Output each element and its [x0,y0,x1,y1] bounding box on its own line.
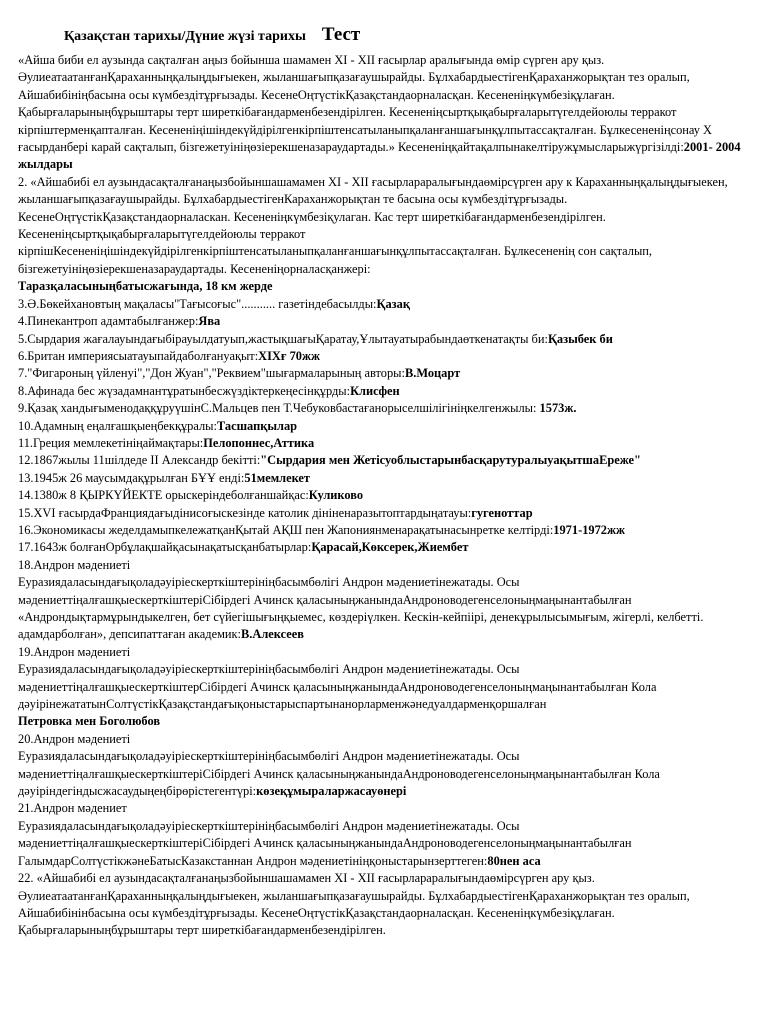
answer-text: XIXғ 70жж [258,348,320,363]
answer-text: көзеқұмыраларжасауөнері [256,784,407,799]
question-item [18,296,750,313]
question-item [18,644,750,731]
answer-text: Тасшапқылар [216,418,298,433]
question-item [18,52,750,174]
question-text: Еуразиядаласындағықоладәуіріескерткіштерініңбасымбөлігі Андрон мәдениетінежатады. Осы мәдениеттіңалғашқыескерткіштеріСібірдегі Ачинск қаласыныңжанындаАндроноводегенселоныңмаңынантабылған ГалымдарСолтүстікжәнеБатысКазакстаннан Андрон мәдениетініңқоныстарынзерттеген: [18,818,632,868]
answer-text: 1971-1972жж [553,522,625,537]
question-text: Еуразиядаласындағықоладәуіріескерткіштерініңбасымбөлігі Андрон мәдениетінежатады. Осы мәдениеттіңалғашқыескерткіштерСібірдегі Ачинск қаласыныңжанындаАндроноводегенселоныңмаңынантабылған Кола дәуірінежататынСолтүстікҚазақстандағықоныстарыспартынанорларменжәнедуалдарменқоршалған [18,662,657,712]
answer-text: Куликово [308,488,364,503]
question-text: 8.Афинада бес жүзадамнантұратынбесжүздіктеркеңесінқұрды: [18,383,351,398]
answer-text: Петровка мен Боголюбов [18,714,161,729]
question-item [18,539,750,556]
question-text: 3.Ә.Бөкейхановтың мақаласы"Тағысоғыс"........... газетіндебасылды: [18,296,377,311]
question-item [18,452,750,469]
answer-text: Таразқаласыныңбатысжағында, 18 км жерде [18,279,273,294]
question-text: 7."Фигароның үйленуі","Дон Жуан","Реквием"шығармаларының авторы: [18,366,405,381]
question-item [18,522,750,539]
document-header [64,24,750,46]
question-text: 9.Қазақ хандығыменодаққұруүшінС.Мальцев пен Т.Чебуковбастағанорыселшілігініңкелгенжылы: [18,401,540,416]
answer-text: 1573ж. [539,401,577,416]
question-item [18,731,750,801]
answer-text: "Сырдария мен ЖетісуоблыстарынбасқарутуралыуақытшаЕреже" [260,453,641,468]
answer-text: Қазыбек би [547,331,613,346]
question-item [18,418,750,435]
answer-text: 51мемлекет [244,470,311,485]
question-text: 21.Андрон мәдениет [18,801,127,816]
question-item [18,400,750,417]
answer-text: гугеноттар [471,505,533,520]
question-item [18,505,750,522]
answer-text: Қазақ [376,296,410,311]
question-text: 13.1945ж 26 маусымдақұрылған БҰҰ енді: [18,470,245,485]
question-item [18,348,750,365]
question-text: Еуразиядаласындағықоладәуіріескерткіштерініңбасымбөлігі Андрон мәдениетінежатады. Осы мәдениеттіңалғашқыескерткіштеріСібірдегі Ачинск қаласыныңжанындаАндроноводегенселоныңмаңынантабылған «Андрондықтармұрындыкелген, бет сүйегішығыңқыемес, көздеріүлкен. Кескін-кейпіірі, денекұрылысымығым, жігерлі, келбетті. адамдарболған», депсипаттаған академик: [18,575,704,642]
question-text: Еуразиядаласындағықоладәуіріескерткіштерініңбасымбөлігі Андрон мәдениетінежатады. Осы мәдениеттіңалғашқыескерткіштеріСібірдегі Ачинск қаласыныңжанындаАндроноводегенселоныңмаңынантабылған Кола дәуіріндегіндысжасаудыңеңбірөрістегентүрі: [18,749,660,799]
question-text: 4.Пинекантроп адамтабылғанжер: [18,314,199,329]
question-text: 10.Адамның еңалғашқыеңбекқұралы: [18,418,217,433]
answer-text: 2001- 2004 жылдары [18,140,741,172]
answer-text: Қарасай,Көксерек,Жиембет [311,540,469,555]
question-text: 18.Андрон мәдениеті [18,557,131,572]
answer-text: Клисфен [350,383,400,398]
question-text: 6.Британ империясыатауыпайдаболғануақыт: [18,348,259,363]
subject-heading: Қазақстан тарихы/Дүние жүзі тарихы [64,29,306,44]
answer-text: Пелопоннес,Аттика [203,435,315,450]
question-item [18,487,750,504]
question-item [18,331,750,348]
question-item [18,870,750,940]
question-text: 2. «Айшабибі ел аузындасақталғанаңызбойыншашамамен XI - XII ғасырлараралығындаөмірсүрген ару к Караханныңқалыңдығыекен, жыланшағыпқазағаушырайды. БұлхабардыестігенКараханжорықтан те басына осы күмбездітұрғызады. КесенеОңтүстікҚазақстандаорналаскан. Кесененіңкүмбезіқулаган. Кас терт ширеткібағандарменбезендірілген. Кесененіңсыртқықабырғаларытүгелдейоюлы терракот кірпішКесененіңішіндекүйдірілгенкірпіштенсатыланыпқаланғаншағынқұлпытассақталған. Бұлкесененің сон сақталып, бізгежетуініңөзіерекшеназараудартады. Кесененіңорналасқанжері: [18,174,728,276]
answer-text: В.Алексеев [241,627,304,642]
question-text: 14.1380ж 8 ҚЫРКҮЙЕКТЕ орыскеріндеболғаншайқас: [18,488,309,503]
question-text: 22. «Айшабибі ел аузындасақталғанаңызбойыншашамамен XI - XII ғасырлараралығындаөмірсүрген ару қыз. ӘулиеатаатанғанҚараханныңқалыңдығыекен, жыланшағыпқазағаушырайды. БұлхабардыестігенҚараханжорықтан тез оралып, Айшабибінінбасына осы күмбездітұрғызады. КесенеОңтүстікҚазақстандаорналасқан. Кесененіңкүмбезіқұлаған. Қабырғаларыныңбұрыштары терт ширеткібағандарменбезендірілген. [18,871,690,938]
question-text: «Айша биби ел аузында сақталған аңыз бойынша шамамен XI - XII ғасырлар аралығында өмір сүрген ару қыз. ӘулиеатаатанғанҚараханныңқалыңдығыекен, жыланшағыпқазағаушырайды. БұлхабардыестігенҚараханжорықтан тез оралып, Айшабибініңбасына осы күмбездітұрғызады. КесенеОңтүстікҚазақстандаорналасқан. Кесененіңкүмбезіқұлаған. Қабырғаларыныңбұрыштары терт ширеткібағандарменбезендірілген. Кесененіңсыртқықабырғаларытүгелдейоюлы терракот кірпіштерменқапталған. Кесененіңішіндекүйдірілгенкірпіштенсатыланыпқаланғаншағынқұлпытассақталған. Бұлкесененіңсонау X ғасырданбері карай сақталып, бізгежетуініңөзіерекшеназараудартады.» Кесененіңқайтақалпынакелтіружұмысларыжүргізілді: [18,53,713,155]
question-text: 19.Андрон мәдениеті [18,644,131,659]
question-text: 12.1867жылы 11шілдеде II Александр бекітті: [18,453,261,468]
question-item [18,557,750,644]
question-text: 20.Андрон мәдениеті [18,731,131,746]
answer-text: 80нен аса [487,853,541,868]
question-item [18,313,750,330]
question-text: 11.Греция мемлекетініңаймақтары: [18,435,204,450]
question-item [18,470,750,487]
question-list [18,52,750,940]
question-text: 16.Экономикасы жеделдамыпкележатқанҚытай АҚШ пен Жапониянменарақатынасынретке келтірді: [18,522,554,537]
test-title: Тест [321,24,361,45]
question-item [18,800,750,870]
question-item [18,383,750,400]
question-item [18,435,750,452]
question-text: 15.XVI ғасырдаФранциядағыдінисоғыскезінде католик дініненаразытоптардыңатауы: [18,505,472,520]
question-item [18,365,750,382]
answer-text: Ява [198,314,221,329]
question-text: 17.1643ж болғанОрбұлақшайқасынақатысқанбатырлар: [18,540,312,555]
answer-text: В.Моцарт [404,366,461,381]
question-item [18,174,750,296]
question-text: 5.Сырдария жағалауындағыбірауылдатуып,жастықшағыҚаратау,Ұлытауатырабындаөткенатақты би: [18,331,548,346]
